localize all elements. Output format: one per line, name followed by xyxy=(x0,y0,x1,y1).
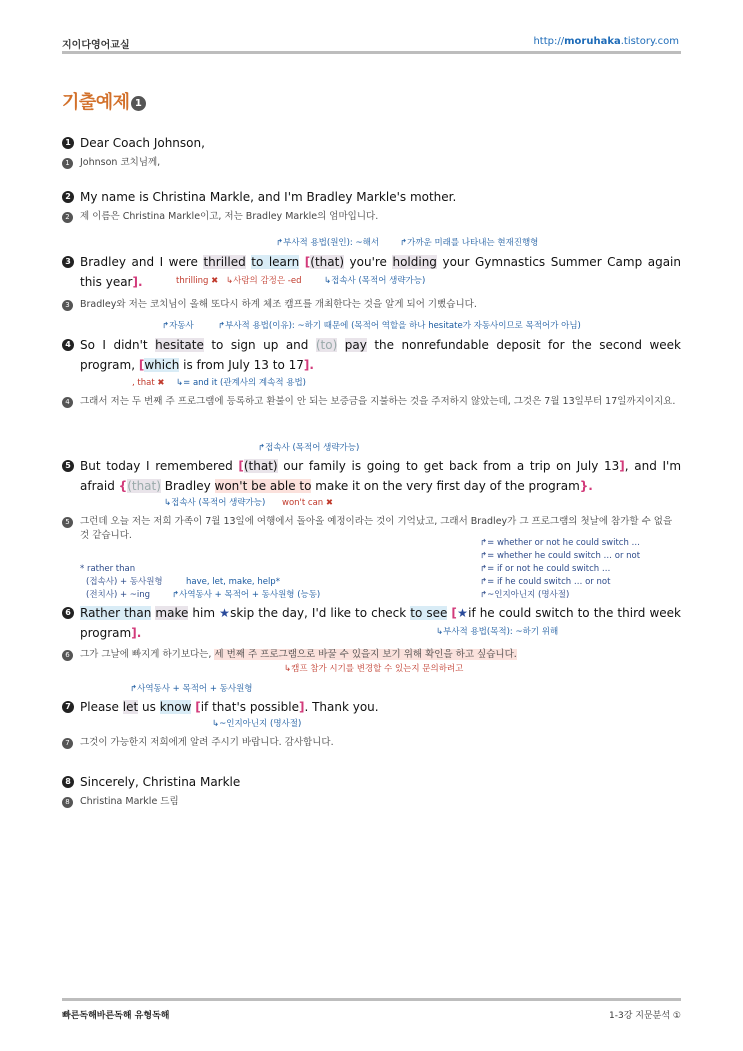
s5-that-2: (that) xyxy=(127,479,161,493)
s5-note-conj1: ↱접속사 (목적어 생략가능) xyxy=(258,443,360,453)
s3-part1: Bradley and I were xyxy=(80,255,204,269)
s4-note-vi: ↱자동사 xyxy=(162,321,194,331)
s6-ko-a: 그가 그날에 빠지게 하기보다는, xyxy=(80,649,215,660)
s6-note-rather-3: (전치사) + ~ing xyxy=(86,590,151,600)
s4-bracket-close: ]. xyxy=(303,358,314,372)
sentence-3-translation: Bradley와 저는 코치님이 올해 또다시 하계 체조 캠프를 개최한다는 것을 알게 되어 기뻤습니다. xyxy=(80,299,477,310)
url-bold: moruhaka xyxy=(564,36,621,47)
s3-note-emotion: ↳사람의 감정은 -ed xyxy=(226,276,302,286)
s6-part5: if he could switch to the third week program xyxy=(80,606,681,640)
s3-that: (that) xyxy=(310,255,344,269)
s7-part2: us xyxy=(138,700,160,714)
footer-rule xyxy=(62,998,681,1001)
sentence-7-ko-number: 7 xyxy=(62,738,73,749)
sentence-2-ko xyxy=(62,210,681,224)
sentence-4-number: 4 xyxy=(62,339,74,351)
header-brand: 지이다영어교실 xyxy=(62,40,130,51)
s3-note-future: ↱가까운 미래를 나타내는 현재진행형 xyxy=(400,238,539,248)
s7-know: know xyxy=(159,700,192,714)
s7-bracket-close: ] xyxy=(298,700,305,714)
sentence-5-en xyxy=(62,456,681,496)
sentence-2-translation: 제 이름은 Christina Markle이고, 저는 Bradley Markle의 엄마입니다. xyxy=(80,211,379,222)
sentence-5-ko-number: 5 xyxy=(62,517,73,528)
sentence-4-translation: 그래서 저는 두 번째 주 프로그램에 등록하고 환불이 안 되는 보증금을 지불하는 것을 주저하지 않았는데, 그것은 7월 13일부터 17일까지이지요. xyxy=(80,396,676,407)
s4-note-that: , that ✖ xyxy=(132,378,165,388)
s6-note-whether-3: ↱= if or not he could switch … xyxy=(480,564,611,574)
sentence-8 xyxy=(62,772,681,809)
sentence-1-number: 1 xyxy=(62,137,74,149)
s5-bracket-close-2: }. xyxy=(579,479,593,493)
sentence-8-ko-number: 8 xyxy=(62,797,73,808)
s6-bracket-open: [ xyxy=(451,606,457,620)
s4-hesitate: hesitate xyxy=(155,338,204,352)
s4-bracket-open: [ xyxy=(138,358,145,372)
s3-note-conj: ↳접속사 (목적어 생략가능) xyxy=(324,276,426,286)
sentence-6-en xyxy=(62,603,681,643)
s5-part3: , and I'm afraid xyxy=(80,459,682,493)
s6-note-causative-verbs: have, let, make, help* xyxy=(186,577,280,587)
s6-ko-b: 세 번째 주 프로그램으로 바꿀 수 있을지 보기 위해 확인을 하고 싶습니다. xyxy=(214,649,517,660)
s4-part5: is from July 13 to 17 xyxy=(179,358,304,372)
sentence-7-en xyxy=(62,697,681,717)
s7-note-causative: ↱사역동사 + 목적어 + 동사원형 xyxy=(130,684,253,694)
s6-note-whether-2: ↱= whether he could switch … or not xyxy=(480,551,641,561)
title-text: 기출예제 xyxy=(62,92,130,113)
s5-part1: But today I remembered xyxy=(80,459,239,473)
s6-note-purpose: ↳부사적 용법(목적): ~하기 위해 xyxy=(436,627,559,637)
url-suffix: .tistory.com xyxy=(620,36,679,47)
s3-bracket-close: ]. xyxy=(132,275,143,289)
sentence-3-number: 3 xyxy=(62,256,74,268)
s6-make: make xyxy=(155,606,189,620)
sentence-1-en xyxy=(62,133,681,153)
s5-part5: make it on the very first day of the program xyxy=(311,479,580,493)
s6-star-2: ★ xyxy=(456,606,469,620)
s4-note-adverb: ↱부사적 용법(이유): ~하기 때문에 (목적어 역할을 하나 hesitate가 자동사이므로 목적어가 아님) xyxy=(218,321,581,331)
sentence-8-number: 8 xyxy=(62,776,74,788)
s3-holding: holding xyxy=(392,255,437,269)
s5-that: (that) xyxy=(243,459,278,473)
s6-note-causative-rule: ↱사역동사 + 목적어 + 동사원형 (능동) xyxy=(172,590,321,600)
s5-note-cant: won't can ✖ xyxy=(282,498,334,508)
sentence-1-ko-number: 1 xyxy=(62,158,73,169)
sentence-2-en xyxy=(62,187,681,207)
s6-part2: him xyxy=(188,606,220,620)
sentence-6-number: 6 xyxy=(62,607,74,619)
sentence-8-text: Sincerely, Christina Markle xyxy=(80,775,241,789)
s4-part1: So I didn't xyxy=(80,338,156,352)
s7-bracket-open: [ xyxy=(195,700,201,714)
s4-part2: to sign up and xyxy=(203,338,316,352)
sentence-3-ko xyxy=(62,298,681,312)
sentence-3-ko-number: 3 xyxy=(62,300,73,311)
header-rule xyxy=(62,51,681,54)
sentence-7-ko xyxy=(62,736,681,750)
sentence-2-text: My name is Christina Markle, and I'm Bradley Markle's mother. xyxy=(80,190,457,204)
s6-note-rather-1: * rather than xyxy=(80,564,136,574)
s3-note-thrilling: thrilling ✖ xyxy=(176,276,219,286)
s5-part4: Bradley xyxy=(160,479,215,493)
sentence-4-ko-number: 4 xyxy=(62,397,73,408)
sentence-1 xyxy=(62,133,681,170)
sentence-7-number: 7 xyxy=(62,701,74,713)
s4-note-and: ↳= and it (관계사의 계속적 용법) xyxy=(176,378,306,388)
s5-bracket-open-1: [ xyxy=(238,459,244,473)
sentence-8-en xyxy=(62,772,681,792)
s6-to-see: to see xyxy=(410,606,448,620)
footer-book-title: 빠른독해바른독해 유형독해 xyxy=(62,1011,170,1021)
s4-to: (to) xyxy=(315,338,338,352)
s6-bracket-close: ]. xyxy=(131,626,142,640)
sentence-7 xyxy=(62,697,681,750)
url-prefix: http:// xyxy=(533,36,565,47)
s6-note-rather-2: (접속사) + 동사원형 xyxy=(86,577,163,587)
s3-thrilled: thrilled xyxy=(203,255,246,269)
s6-note-noun-clause: ↱~인지아닌지 (명사절) xyxy=(480,590,570,600)
sentence-5-number: 5 xyxy=(62,460,74,472)
s6-part3: the day, I'd like to check xyxy=(254,606,411,620)
s6-note-camp: ↳캠프 참가 시기를 변경할 수 있는지 문의하려고 xyxy=(284,664,464,674)
s5-note-conj2: ↳접속사 (목적어 생략가능) xyxy=(164,498,266,508)
s5-bracket-close-1: ] xyxy=(619,459,625,473)
s7-note-noun: ↳~인지아닌지 (명사절) xyxy=(212,719,302,729)
s6-rather-than: Rather than xyxy=(80,606,152,620)
sentence-2-number: 2 xyxy=(62,191,74,203)
footer-page-label: 1-3강 지문분석 ① xyxy=(609,1011,681,1021)
s7-part5: . Thank you. xyxy=(304,700,379,714)
s5-wont: won't be able to xyxy=(214,479,312,493)
sentence-7-translation: 그것이 가능한지 저희에게 알려 주시기 바랍니다. 감사합니다. xyxy=(80,737,334,748)
s3-note-adverb: ↱부사적 용법(원인): ~해서 xyxy=(276,238,380,248)
page-title xyxy=(62,88,146,114)
sentence-5-translation: 그런데 오늘 저는 저희 가족이 7월 13일에 여행에서 돌아올 예정이라는 것이 기억났고, 그래서 Bradley가 그 프로그램의 첫날에 참가할 수 없을 것 같습니다. xyxy=(80,516,673,541)
s6-skip: skip xyxy=(230,606,255,620)
s7-let: let xyxy=(122,700,139,714)
sentence-6-ko xyxy=(62,648,681,662)
s7-part1: Please xyxy=(80,700,123,714)
sentence-1-text: Dear Coach Johnson, xyxy=(80,136,205,150)
s5-part2: our family is going to get back from a trip on July 13 xyxy=(277,459,620,473)
header-url[interactable] xyxy=(533,36,679,47)
sentence-4-ko xyxy=(62,395,681,409)
s3-bracket-open: [ xyxy=(304,255,311,269)
s3-part2: you're xyxy=(344,255,393,269)
s7-part4: if that's possible xyxy=(200,700,299,714)
s4-part4: the nonrefundable deposit for the second week program, xyxy=(80,338,681,372)
sentence-5 xyxy=(62,456,681,543)
s3-to-learn: to learn xyxy=(251,255,300,269)
s6-note-whether-4: ↱= if he could switch … or not xyxy=(480,577,611,587)
sentence-8-translation: Christina Markle 드림 xyxy=(80,796,179,807)
s4-which: which xyxy=(144,358,180,372)
s6-note-whether-1: ↱= whether or not he could switch … xyxy=(480,538,641,548)
s3-part3: your Gymnastics Summer Camp again this year xyxy=(80,255,681,289)
s5-bracket-open-2: { xyxy=(118,479,128,493)
sentence-2 xyxy=(62,187,681,224)
s4-part3 xyxy=(337,338,344,352)
title-number-badge: 1 xyxy=(131,96,146,111)
s4-pay: pay xyxy=(344,338,367,352)
sentence-8-ko xyxy=(62,795,681,809)
s6-star-1: ★ xyxy=(219,606,231,620)
sentence-2-ko-number: 2 xyxy=(62,212,73,223)
sentence-1-ko xyxy=(62,156,681,170)
sentence-4 xyxy=(62,335,681,409)
sentence-1-translation: Johnson 코치님께, xyxy=(80,157,161,168)
sentence-4-en xyxy=(62,335,681,375)
sentence-6-ko-number: 6 xyxy=(62,650,73,661)
sentence-6 xyxy=(62,603,681,662)
